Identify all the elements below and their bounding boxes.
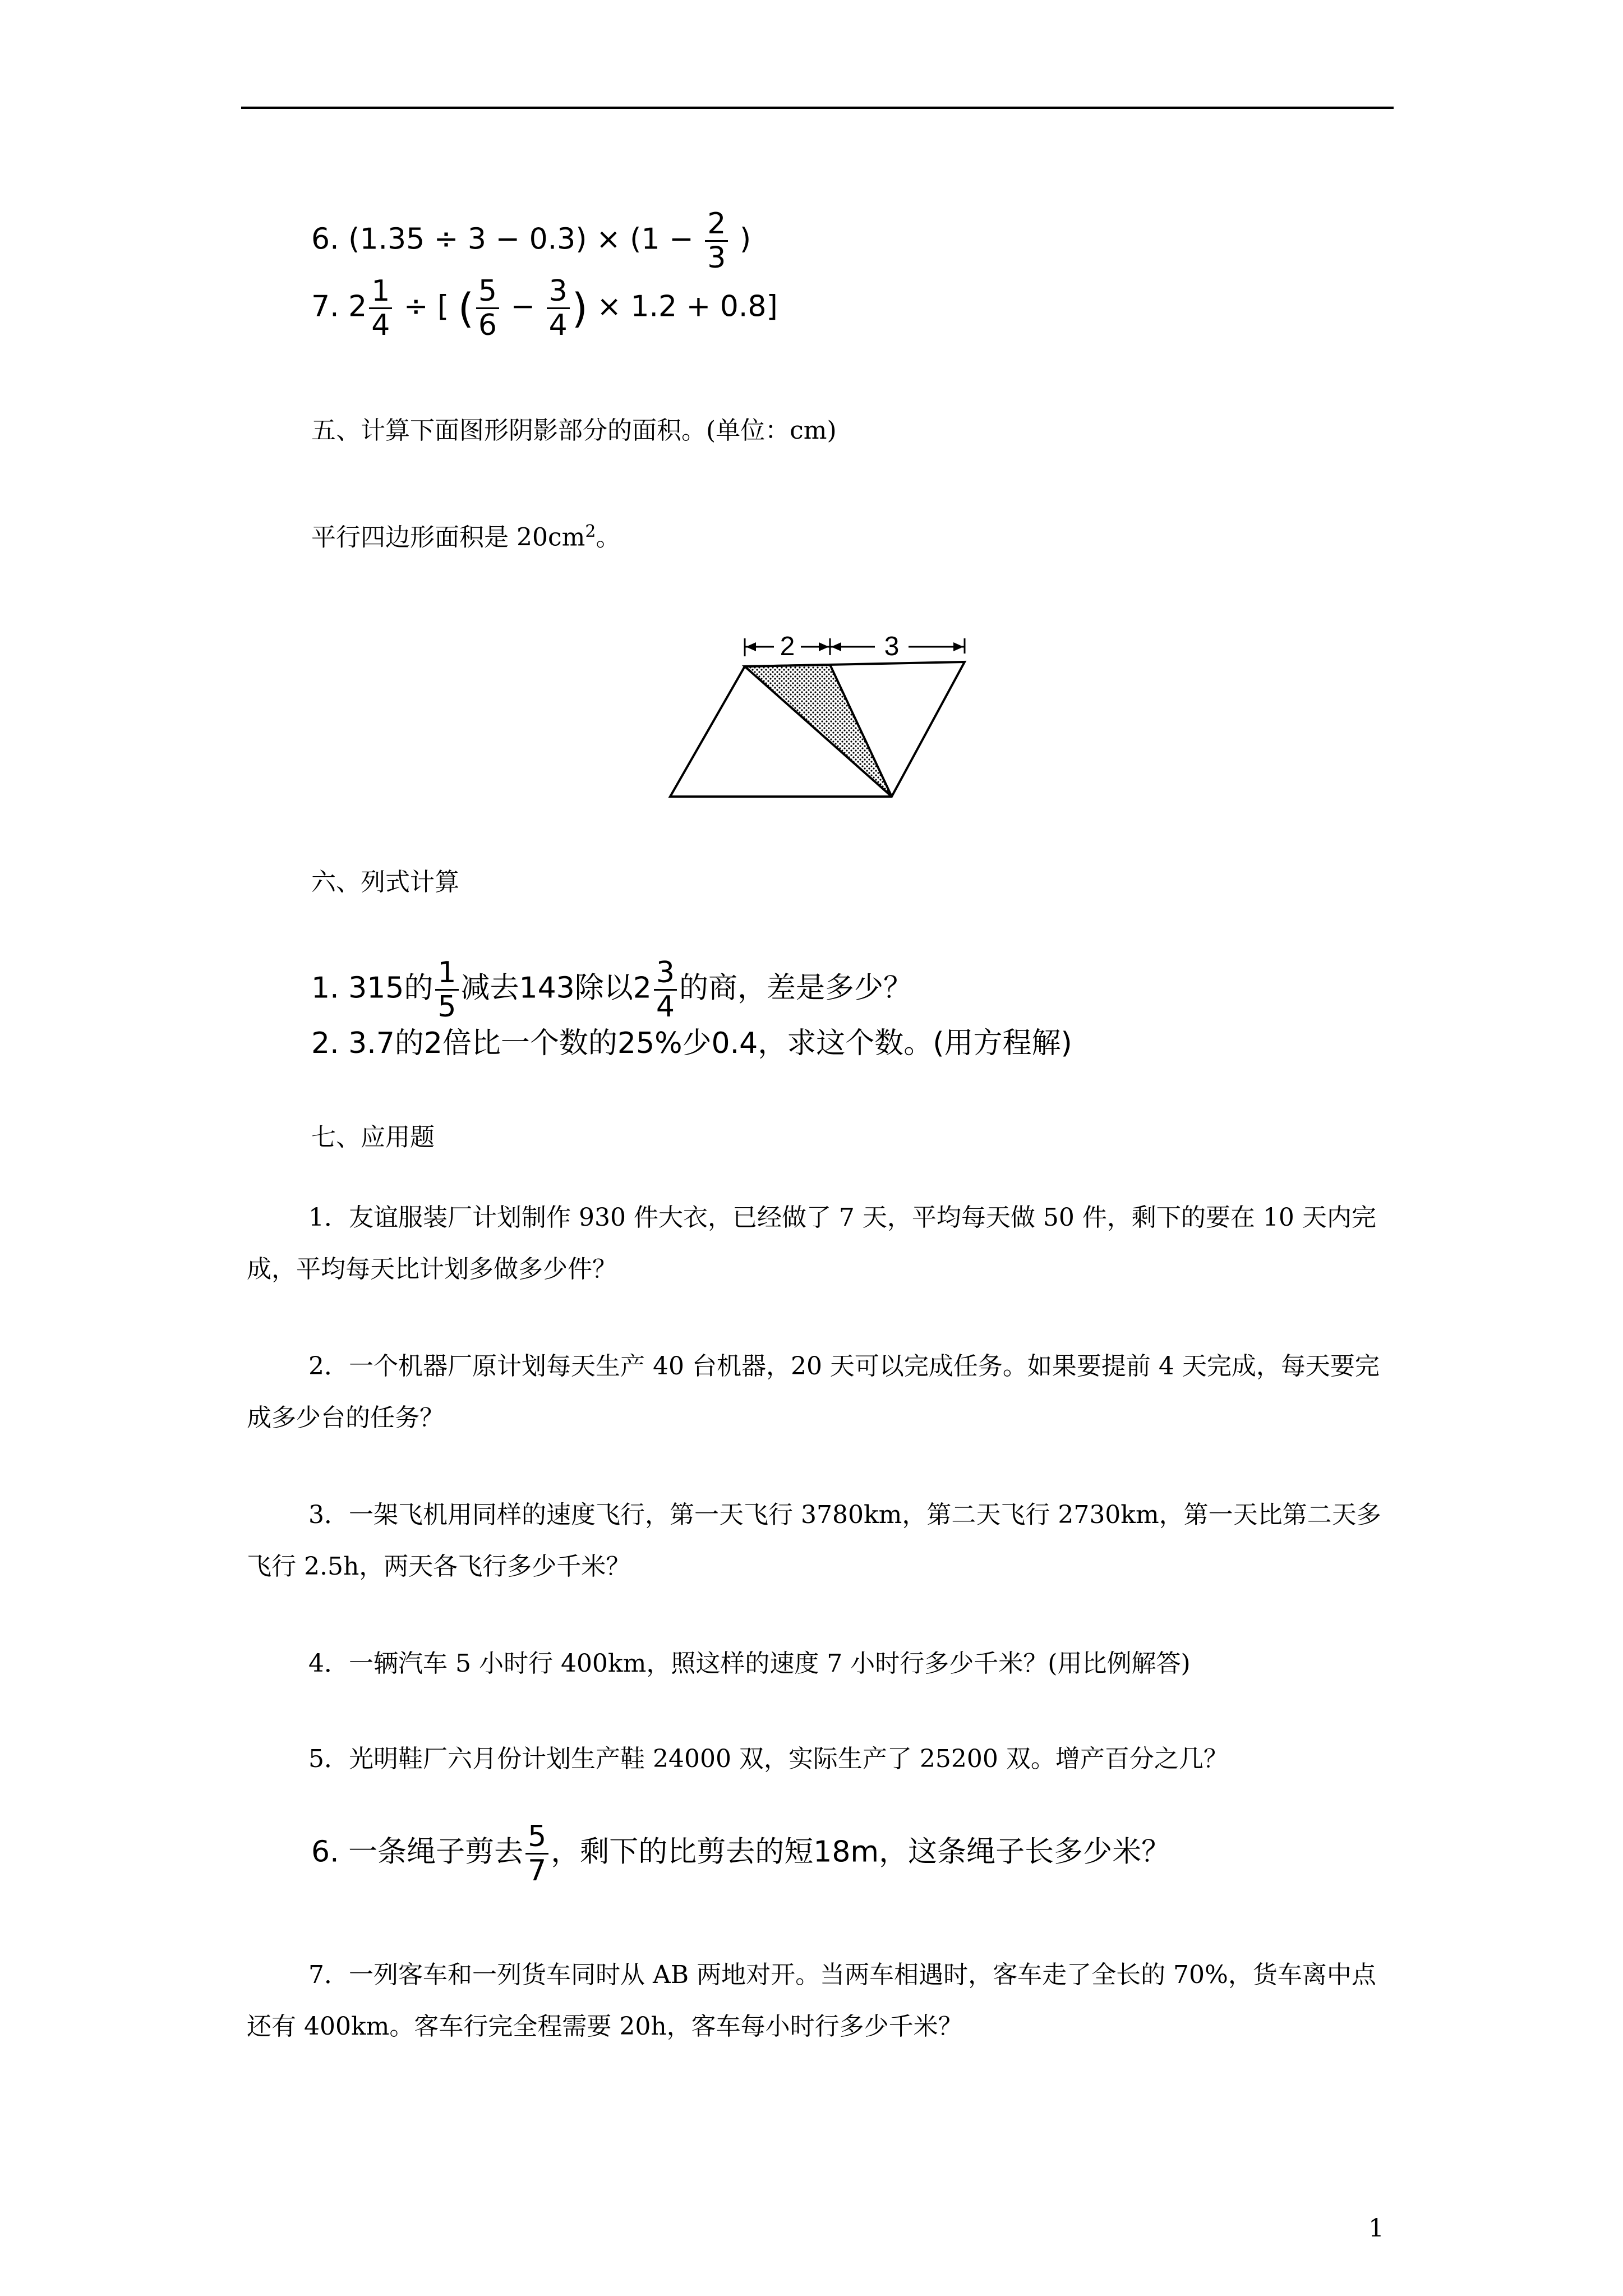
denominator: 4	[656, 990, 675, 1024]
problem-7	[247, 1949, 1385, 2053]
numerator: 1	[369, 275, 392, 309]
numerator: 1	[435, 956, 458, 991]
parallelogram-figure	[662, 628, 976, 819]
denominator: 7	[528, 1854, 547, 1888]
problem-2	[247, 1341, 1385, 1444]
denominator: 6	[478, 309, 497, 342]
problem-5	[247, 1733, 1385, 1785]
fraction	[476, 275, 499, 342]
problem-text: 6. 一条绳子剪去	[311, 1835, 524, 1869]
mixed-whole: 2	[348, 289, 367, 324]
section-5-heading: 五、计算下面图形阴影部分的面积。(单位：cm)	[311, 416, 837, 445]
denominator: 4	[371, 309, 390, 342]
header-rule	[241, 107, 1394, 109]
minus-sign: −	[510, 289, 536, 324]
denominator: 3	[707, 241, 726, 275]
expression-text: (1.35 ÷ 3 − 0.3) × (1 −	[348, 222, 694, 256]
problem-text: 4．一辆汽车 5 小时行 400km，照这样的速度 7 小时行多少千米？(用比例解答)	[308, 1649, 1191, 1678]
section-6-heading: 六、列式计算	[311, 868, 459, 896]
paren-close: )	[571, 284, 588, 332]
problem-text: 5．光明鞋厂六月份计划生产鞋 24000 双，实际生产了 25200 双。增产百分之几？	[308, 1745, 1228, 1773]
note-text: 平行四边形面积是 20cm	[311, 523, 585, 552]
problem-3	[247, 1489, 1385, 1593]
fraction	[435, 956, 458, 1023]
denominator: 4	[548, 309, 568, 342]
expression-text: × 1.2 + 0.8]	[597, 289, 778, 324]
problem-text: 1．友谊服装厂计划制作 930 件大衣，已经做了 7 天，平均每天做 50 件，剩下的要在 10 天内完成，平均每天比计划多做多少件？	[247, 1203, 1376, 1283]
denominator: 5	[437, 990, 457, 1024]
problem-text: ，剩下的比剪去的短18m，这条绳子长多少米？	[551, 1835, 1171, 1869]
question-text: 1. 315的	[311, 971, 434, 1005]
expression-7	[311, 275, 778, 342]
page-number: 1	[1368, 2214, 1384, 2243]
expression-text: ÷ [	[403, 289, 449, 324]
numerator: 5	[476, 275, 499, 309]
problem-text: 3．一架飞机用同样的速度飞行，第一天飞行 3780km，第二天飞行 2730km，第一天比第二天多飞行 2.5h，两天各飞行多少千米？	[247, 1501, 1381, 1581]
numerator: 5	[525, 1820, 548, 1855]
expression-number: 6.	[311, 222, 339, 256]
section-6-q1	[311, 956, 912, 1023]
dimension-label-right: 3	[884, 632, 900, 661]
numerator: 3	[547, 275, 570, 309]
problem-6	[311, 1820, 1170, 1887]
problem-text: 2．一个机器厂原计划每天生产 40 台机器，20 天可以完成任务。如果要提前 4 天完成，每天要完成多少台的任务？	[247, 1352, 1380, 1432]
numerator: 2	[705, 208, 728, 242]
question-text: 的商，差是多少？	[679, 971, 912, 1005]
problem-4	[247, 1638, 1385, 1690]
superscript: 2	[585, 522, 596, 541]
fraction	[369, 275, 392, 342]
section-7-heading: 七、应用题	[311, 1123, 435, 1152]
section-6-q2: 2. 3.7的2倍比一个数的25%少0.4，求这个数。(用方程解)	[311, 1027, 1072, 1060]
shaded-triangle	[745, 665, 892, 797]
dimension-label-left: 2	[780, 632, 795, 661]
numerator: 3	[654, 956, 677, 991]
problem-1	[247, 1192, 1385, 1295]
problem-text: 7．一列客车和一列货车同时从 AB 两地对开。当两车相遇时，客车走了全长的 70%，货车离中点还有 400km。客车行完全程需要 20h，客车每小时行多少千米？	[247, 1961, 1376, 2041]
expression-number: 7.	[311, 289, 339, 324]
paren-open: (	[458, 284, 474, 332]
fraction	[654, 956, 677, 1023]
question-text: 减去143除以2	[460, 971, 652, 1005]
fraction	[525, 1820, 548, 1887]
note-end: 。	[596, 523, 621, 552]
expression-6	[311, 208, 751, 274]
fraction	[705, 208, 728, 274]
section-5-note	[311, 516, 620, 554]
fraction	[547, 275, 570, 342]
expression-text: )	[739, 222, 751, 256]
